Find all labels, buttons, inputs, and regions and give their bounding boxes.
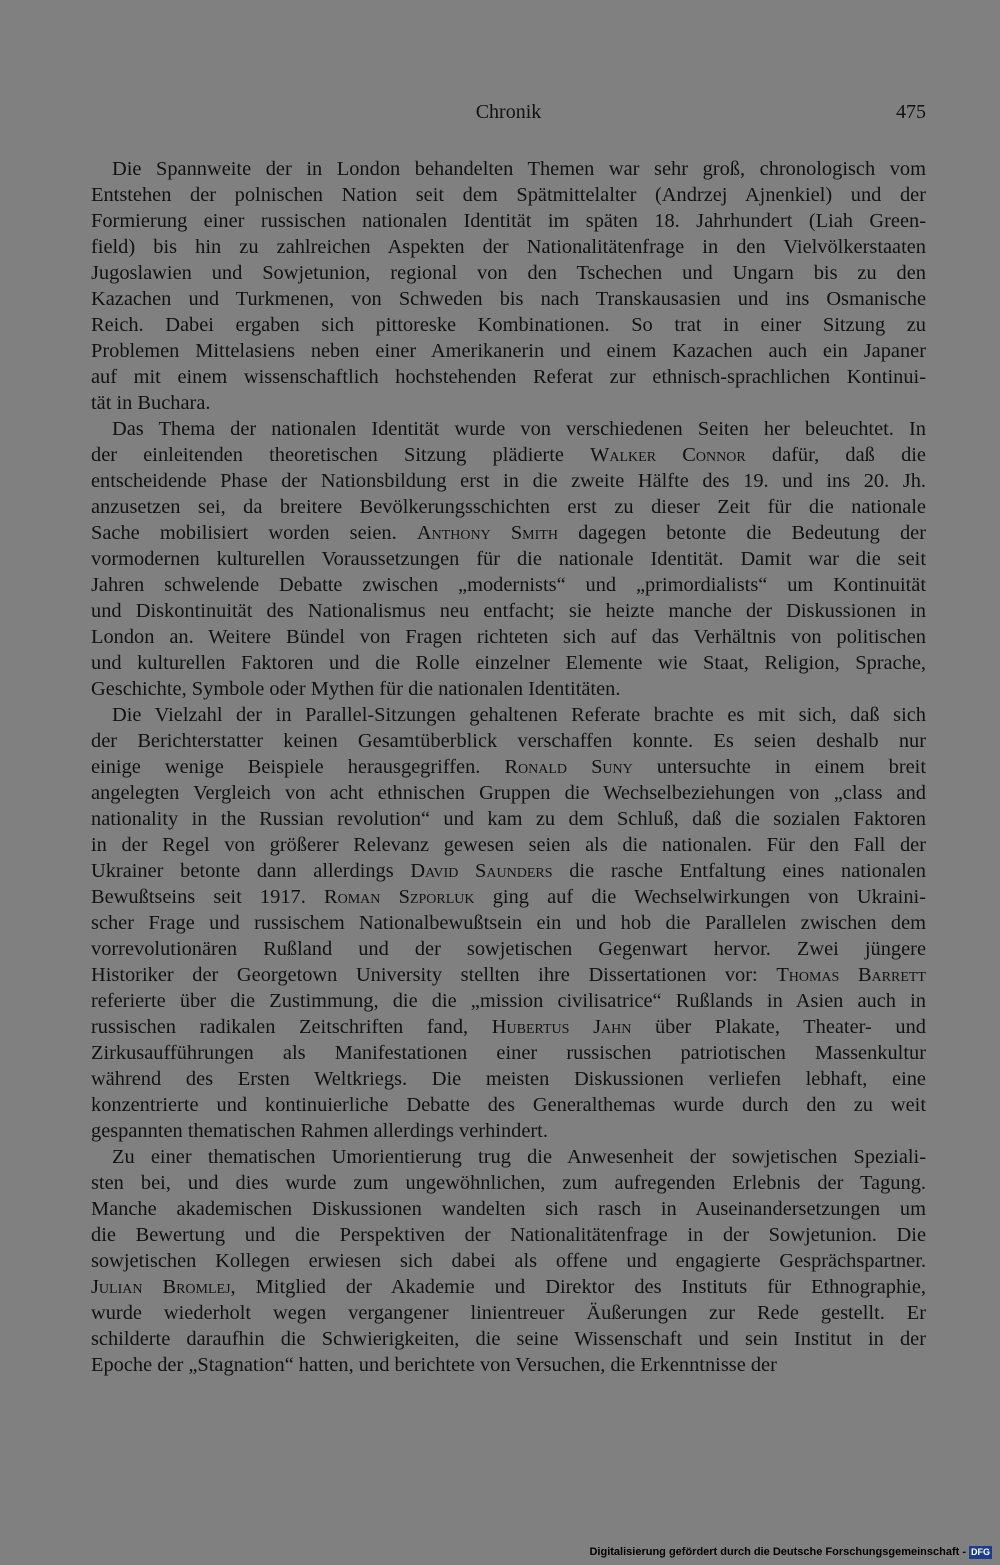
text-line [91, 832, 926, 858]
text-segment: die Bewertung und die Perspektiven der Nationalitätenfrage in der Sowjetunion. Die [91, 1224, 926, 1246]
author-name: Hubertus Jahn [491, 1016, 632, 1038]
text-segment: dagegen betonte die Bedeutung der [557, 522, 927, 544]
text-line [91, 494, 926, 520]
text-segment: über Plakate, Theater- und [631, 1016, 927, 1038]
text-line [91, 936, 926, 962]
text-line [91, 1326, 926, 1352]
text-line [91, 728, 926, 754]
text-segment: Entstehen der polnischen Nation seit dem Spätmittelalter (Andrzej Ajnenkiel) und der [91, 184, 926, 206]
text-segment: auf mit einem wissenschaftlich hochstehenden Referat zur ethnisch-sprachlichen Kontinui- [91, 366, 926, 388]
text-line [91, 208, 926, 234]
body-text [91, 156, 926, 1378]
text-line [91, 806, 926, 832]
text-line [91, 234, 926, 260]
text-segment: Jahren schwelende Debatte zwischen „modernists“ und „primordialists“ um Kontinuität [91, 574, 926, 596]
running-head [91, 100, 926, 124]
text-line [91, 650, 926, 676]
text-segment: und kulturellen Faktoren und die Rolle einzelner Elemente wie Staat, Religion, Sprache, [91, 652, 926, 674]
text-segment: während des Ersten Weltkriegs. Die meisten Diskussionen verliefen lebhaft, eine [91, 1068, 926, 1090]
text-segment: dafür, daß die [745, 444, 926, 466]
text-line [91, 1222, 926, 1248]
text-segment: Zirkusaufführungen als Manifestationen einer russischen patriotischen Massenkultur [91, 1042, 926, 1064]
paragraph [91, 416, 926, 702]
author-name: David Saunders [410, 860, 553, 882]
text-line [91, 364, 926, 390]
text-segment: gespannten thematischen Rahmen allerdings verhindert. [91, 1120, 548, 1142]
text-segment: Kazachen und Turkmenen, von Schweden bis nach Transkausasien und ins Osmanische [91, 288, 926, 310]
text-line [91, 598, 926, 624]
text-line [91, 1014, 926, 1040]
author-name: Anthony Smith [416, 522, 558, 544]
text-segment: vorrevolutionären Rußland und der sowjetischen Gegenwart hervor. Zwei jüngere [91, 938, 926, 960]
text-line [91, 676, 926, 702]
running-title: Chronik [475, 101, 542, 123]
text-line [91, 1066, 926, 1092]
text-line [91, 1352, 926, 1378]
text-segment: field) bis hin zu zahlreichen Aspekten der Nationalitätenfrage in den Vielvölkerstaaten [91, 236, 926, 258]
text-segment: Manche akademischen Diskussionen wandelten sich rasch in Auseinandersetzungen um [91, 1198, 926, 1220]
digitization-notice [589, 1544, 992, 1560]
text-line [91, 182, 926, 208]
text-line [91, 702, 926, 728]
text-segment: Bewußtseins seit 1917. [91, 886, 325, 908]
text-line [91, 962, 926, 988]
text-line [91, 910, 926, 936]
text-line [91, 416, 926, 442]
text-segment: schilderte daraufhin die Schwierigkeiten, die seine Wissenschaft und sein Institut in der [91, 1328, 926, 1350]
text-segment: Epoche der „Stagnation“ hatten, und berichtete von Versuchen, die Erkenntnisse der [91, 1354, 777, 1376]
text-line [91, 338, 926, 364]
digitization-notice-text: Digitalisierung gefördert durch die Deutsche Forschungsgemeinschaft - [589, 1546, 966, 1558]
text-segment: Jugoslawien und Sowjetunion, regional von den Tschechen und Ungarn bis zu den [91, 262, 926, 284]
author-name: Julian Bromlej [91, 1276, 231, 1298]
text-segment: ging auf die Wechselwirkungen von Ukraini- [474, 886, 926, 908]
author-name: Roman Szporluk [324, 886, 475, 908]
text-segment: Die Vielzahl der in Parallel-Sitzungen gehaltenen Referate brachte es mit sich, daß sich [112, 704, 926, 726]
author-name: Thomas Barrett [776, 964, 926, 986]
text-segment: Das Thema der nationalen Identität wurde von verschiedenen Seiten her beleuchtet. In [112, 418, 926, 440]
text-line [91, 1170, 926, 1196]
text-segment: Zu einer thematischen Umorientierung trug die Anwesenheit der sowjetischen Speziali- [112, 1146, 926, 1168]
text-line [91, 286, 926, 312]
text-segment: Historiker der Georgetown University stellten ihre Dissertationen vor: [91, 964, 777, 986]
text-segment: Geschichte, Symbole oder Mythen für die nationalen Identitäten. [91, 678, 621, 700]
author-name: Ronald Suny [504, 756, 633, 778]
text-segment: in der Regel von größerer Relevanz gewesen seien als die nationalen. Für den Fall der [91, 834, 926, 856]
text-line [91, 572, 926, 598]
paragraph [91, 156, 926, 416]
text-segment: und Diskontinuität des Nationalismus neu entfacht; sie heizte manche der Diskussionen in [91, 600, 926, 622]
text-line [91, 858, 926, 884]
text-segment: Formierung einer russischen nationalen Identität im späten 18. Jahrhundert (Liah Green- [91, 210, 926, 232]
paragraph [91, 702, 926, 1144]
text-segment: die rasche Entfaltung eines nationalen [552, 860, 926, 882]
text-segment: der einleitenden theoretischen Sitzung plädierte [91, 444, 591, 466]
text-segment: entscheidende Phase der Nationsbildung erst in die zweite Hälfte des 19. und ins 20. Jh. [91, 470, 926, 492]
text-segment: Die Spannweite der in London behandelten Themen war sehr groß, chronologisch vom [112, 158, 926, 180]
text-segment: anzusetzen sei, da breitere Bevölkerungsschichten erst zu dieser Zeit für die nationale [91, 496, 926, 518]
text-line [91, 260, 926, 286]
text-segment: russischen radikalen Zeitschriften fand, [91, 1016, 492, 1038]
text-segment: der Berichterstatter keinen Gesamtüberblick verschaffen konnte. Es seien deshalb nur [91, 730, 926, 752]
text-line [91, 754, 926, 780]
text-segment: vormodernen kulturellen Voraussetzungen für die nationale Identität. Damit war die seit [91, 548, 926, 570]
text-segment: tät in Buchara. [91, 392, 211, 414]
text-segment: London an. Weitere Bündel von Fragen richteten sich auf das Verhältnis von politischen [91, 626, 926, 648]
paragraph [91, 1144, 926, 1378]
text-segment: konzentrierte und kontinuierliche Debatte des Generalthemas wurde durch den zu weit [91, 1094, 926, 1116]
text-line [91, 1144, 926, 1170]
text-segment: wurde wiederholt wegen vergangener linientreuer Äußerungen zur Rede gestellt. Er [91, 1302, 926, 1324]
page-number: 475 [896, 101, 926, 123]
text-line [91, 884, 926, 910]
text-segment: sten bei, und dies wurde zum ungewöhnlichen, zum aufregenden Erlebnis der Tagung. [91, 1172, 926, 1194]
text-segment: Problemen Mittelasiens neben einer Amerikanerin und einem Kazachen auch ein Japaner [91, 340, 926, 362]
text-segment: referierte über die Zustimmung, die die „mission civilisatrice“ Rußlands in Asien auch in [91, 990, 926, 1012]
text-line [91, 312, 926, 338]
text-segment: einige wenige Beispiele herausgegriffen. [91, 756, 505, 778]
text-segment: nationality in the Russian revolution“ und kam zu dem Schluß, daß die sozialen Faktoren [91, 808, 926, 830]
author-name: Walker Connor [590, 444, 746, 466]
text-line [91, 1196, 926, 1222]
text-line [91, 1092, 926, 1118]
text-segment: scher Frage und russischem Nationalbewußtsein ein und hob die Parallelen zwischen dem [91, 912, 926, 934]
text-segment: Sache mobilisiert worden seien. [91, 522, 417, 544]
text-segment: , Mitglied der Akademie und Direktor des Instituts für Ethnographie, [230, 1276, 926, 1298]
text-line [91, 1274, 926, 1300]
text-segment: Reich. Dabei ergaben sich pittoreske Kombinationen. So trat in einer Sitzung zu [91, 314, 926, 336]
text-line [91, 546, 926, 572]
text-line [91, 468, 926, 494]
text-line [91, 1300, 926, 1326]
text-line [91, 1040, 926, 1066]
text-line [91, 520, 926, 546]
text-line [91, 624, 926, 650]
text-segment: sowjetischen Kollegen erwiesen sich dabei als offene und engagierte Gesprächspartner. [91, 1250, 926, 1272]
text-segment: Ukrainer betonte dann allerdings [91, 860, 411, 882]
text-line [91, 1118, 926, 1144]
text-segment: untersuchte in einem breit [632, 756, 926, 778]
text-segment: angelegten Vergleich von acht ethnischen Gruppen die Wechselbeziehungen von „class and [91, 782, 926, 804]
text-line [91, 390, 926, 416]
text-line [91, 1248, 926, 1274]
dfg-logo: DFG [971, 1546, 990, 1557]
text-line [91, 156, 926, 182]
text-line [91, 988, 926, 1014]
text-line [91, 442, 926, 468]
text-line [91, 780, 926, 806]
